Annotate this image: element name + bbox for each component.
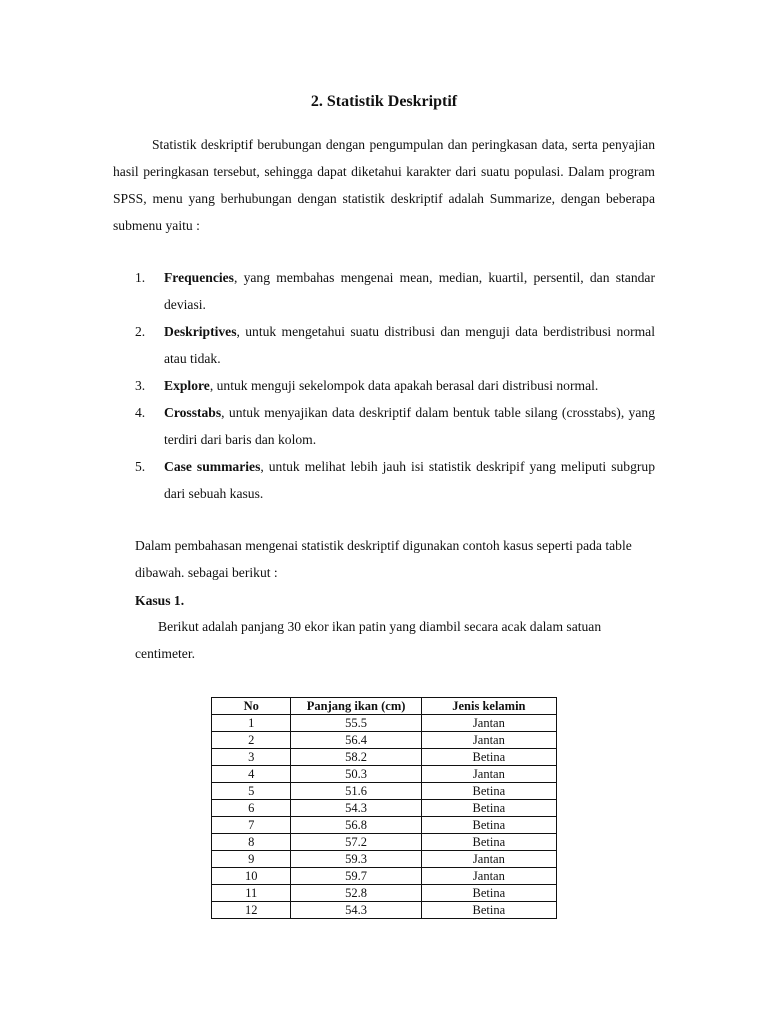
table-row — [212, 800, 557, 817]
cell-length: 51.6 — [291, 783, 421, 800]
list-number: 1. — [135, 270, 146, 285]
table-row — [212, 868, 557, 885]
cell-length: 59.3 — [291, 851, 421, 868]
list-item — [113, 453, 655, 507]
cell-sex: Jantan — [421, 715, 556, 732]
cell-length: 50.3 — [291, 766, 421, 783]
intro-paragraph: Statistik deskriptif berubungan dengan pengumpulan dan peringkasan data, serta penyajian hasil peringkasan tersebut, sehingga dapat diketahui karakter dari suatu populasi. Dalam program SPSS, menu yang berhubungan dengan statistik deskriptif adalah Summarize, dengan beberapa submenu yaitu : — [113, 137, 655, 233]
cell-no: 3 — [212, 749, 291, 766]
list-text: , yang membahas mengenai mean, median, kuartil, persentil, dan standar deviasi. — [164, 270, 655, 312]
cell-no: 8 — [212, 834, 291, 851]
list-number: 5. — [135, 459, 146, 474]
cell-no: 12 — [212, 902, 291, 919]
cell-no: 5 — [212, 783, 291, 800]
list-item — [113, 399, 655, 453]
list-item — [113, 318, 655, 372]
cell-length: 55.5 — [291, 715, 421, 732]
cell-sex: Betina — [421, 902, 556, 919]
list-number: 3. — [135, 378, 146, 393]
list-item — [113, 372, 655, 399]
cell-no: 2 — [212, 732, 291, 749]
cell-sex: Betina — [421, 800, 556, 817]
cell-sex: Jantan — [421, 732, 556, 749]
list-number: 4. — [135, 405, 146, 420]
fish-length-table — [211, 697, 557, 919]
table-row — [212, 766, 557, 783]
cell-no: 6 — [212, 800, 291, 817]
cell-length: 54.3 — [291, 800, 421, 817]
cell-no: 1 — [212, 715, 291, 732]
list-term: Case summaries — [164, 459, 261, 474]
cell-no: 7 — [212, 817, 291, 834]
table-row — [212, 715, 557, 732]
list-term: Frequencies — [164, 270, 234, 285]
list-term: Explore — [164, 378, 210, 393]
header-length: Panjang ikan (cm) — [291, 698, 421, 715]
case-heading: Kasus 1. — [135, 593, 185, 608]
cell-sex: Betina — [421, 783, 556, 800]
header-sex: Jenis kelamin — [421, 698, 556, 715]
list-term: Deskriptives — [164, 324, 237, 339]
cell-length: 56.4 — [291, 732, 421, 749]
list-text: , untuk melihat lebih jauh isi statistik deskripif yang meliputi subgrup dari sebuah kasus. — [164, 459, 655, 501]
cell-length: 56.8 — [291, 817, 421, 834]
cell-length: 59.7 — [291, 868, 421, 885]
table-row — [212, 851, 557, 868]
list-text: , untuk mengetahui suatu distribusi dan menguji data berdistribusi normal atau tidak. — [164, 324, 655, 366]
table-row — [212, 902, 557, 919]
list-text: , untuk menguji sekelompok data apakah berasal dari distribusi normal. — [209, 378, 599, 393]
table-row — [212, 749, 557, 766]
table-row — [212, 783, 557, 800]
list-text: , untuk menyajikan data deskriptif dalam bentuk table silang (crosstabs), yang terdiri dari baris dan kolom. — [164, 405, 655, 447]
cell-no: 4 — [212, 766, 291, 783]
cell-sex: Betina — [421, 885, 556, 902]
case-intro-paragraph: Dalam pembahasan mengenai statistik deskriptif digunakan contoh kasus seperti pada table dibawah. sebagai berikut : — [135, 538, 632, 580]
cell-sex: Jantan — [421, 766, 556, 783]
cell-length: 58.2 — [291, 749, 421, 766]
cell-sex: Jantan — [421, 868, 556, 885]
cell-no: 10 — [212, 868, 291, 885]
header-no: No — [212, 698, 291, 715]
list-term: Crosstabs — [164, 405, 222, 420]
cell-length: 57.2 — [291, 834, 421, 851]
cell-no: 11 — [212, 885, 291, 902]
case-description: Berikut adalah panjang 30 ekor ikan patin yang diambil secara acak dalam satuan centimeter. — [135, 619, 602, 661]
section-title: 2. Statistik Deskriptif — [310, 93, 458, 110]
table-row — [212, 732, 557, 749]
cell-sex: Betina — [421, 749, 556, 766]
submenu-list — [113, 264, 655, 507]
list-number: 2. — [135, 324, 146, 339]
cell-sex: Jantan — [421, 851, 556, 868]
list-item — [113, 264, 655, 318]
cell-sex: Betina — [421, 834, 556, 851]
table-row — [212, 885, 557, 902]
cell-no: 9 — [212, 851, 291, 868]
table-header-row — [212, 698, 557, 715]
cell-length: 52.8 — [291, 885, 421, 902]
cell-sex: Betina — [421, 817, 556, 834]
table-row — [212, 834, 557, 851]
table-row — [212, 817, 557, 834]
cell-length: 54.3 — [291, 902, 421, 919]
